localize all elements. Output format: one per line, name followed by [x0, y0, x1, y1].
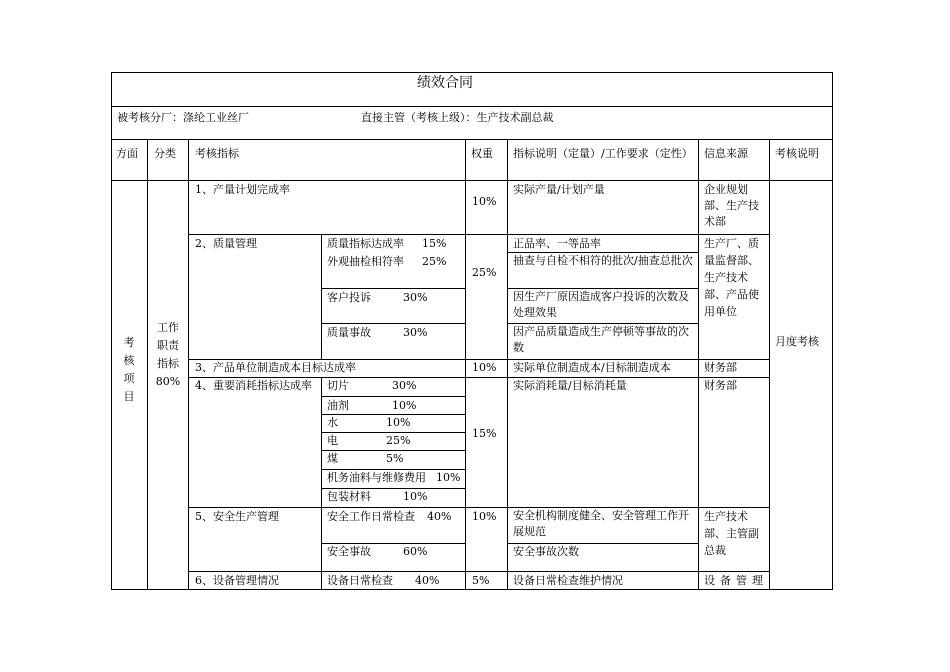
row4-sub4-pct: 25% [386, 434, 411, 447]
row6-sub1-name: 设备日常检查 [327, 574, 393, 587]
row5-sub2-pct: 60% [403, 545, 428, 558]
note-cell [769, 180, 833, 590]
row4-indicator: 4、重要消耗指标达成率 [195, 379, 312, 392]
row4-explain-cell [507, 377, 699, 508]
note-text: 月度考核 [775, 335, 819, 348]
row4-sub5-name: 煤 [327, 452, 338, 465]
row2-sub2-name: 外观抽检相符率 [327, 255, 404, 268]
row3-weight: 10% [472, 361, 497, 374]
row6-indicator: 6、设备管理情况 [195, 574, 279, 587]
row4-indicator-cell [188, 377, 322, 508]
row4-sub7-name: 包装材料 [327, 490, 371, 503]
row2-explain1: 正品率、一等品率 [513, 237, 601, 250]
row4-weight: 15% [472, 427, 497, 440]
row5-explain1: 安全机构制度健全、安全管理工作开展规范 [513, 509, 689, 538]
row4-sub1-pct: 30% [392, 379, 417, 392]
header-category: 分类 [154, 147, 176, 160]
row5-source: 生产技术部、主管副总裁 [704, 510, 759, 557]
row1-source: 企业规划部、生产技术部 [704, 183, 759, 228]
row5-sub1-name: 安全工作日常检查 [327, 510, 415, 523]
row2-weight: 25% [472, 266, 497, 279]
row4-sub5-pct: 5% [386, 452, 404, 465]
row6-sub1-pct: 40% [415, 574, 440, 587]
header-aspect: 方面 [116, 147, 138, 160]
row2-sub3-name: 客户投诉 [327, 291, 371, 304]
row3-indicator: 3、产品单位制造成本目标达成率 [195, 361, 356, 374]
row1-indicator: 1、产量计划完成率 [195, 183, 290, 196]
row2-indicator: 2、质量管理 [195, 237, 257, 250]
row3-source: 财务部 [704, 361, 737, 374]
row4-sub4-name: 电 [327, 434, 338, 447]
row5-sub2-name: 安全事故 [327, 545, 371, 558]
row6-source: 设备管理 [704, 574, 768, 587]
row4-sub3-pct: 10% [386, 416, 411, 429]
row4-sub7-pct: 10% [403, 490, 428, 503]
row2-sub1-name: 质量指标达成率 [327, 237, 404, 250]
row1-weight: 10% [472, 195, 497, 208]
row2-explain4: 因产品质量造成生产停顿等事故的次数 [513, 325, 689, 354]
row4-sub6-pct: 10% [436, 471, 461, 484]
row5-indicator: 5、安全生产管理 [195, 510, 279, 523]
row4-source: 财务部 [704, 379, 737, 392]
row2-weight-cell [465, 234, 508, 360]
row4-sub3-name: 水 [327, 416, 338, 429]
row6-explain: 设备日常检查维护情况 [513, 574, 623, 587]
aspect-text: 考 核 项 目 [123, 336, 135, 403]
row4-weight-cell [465, 377, 508, 508]
row2-sub4-pct: 30% [403, 326, 428, 339]
row2-explain2: 抽查与自检不相符的批次/抽查总批次 [513, 254, 693, 267]
row4-sub2-name: 油剂 [327, 399, 349, 412]
row4-explain: 实际消耗量/目标消耗量 [513, 379, 627, 392]
row2-sub3-pct: 30% [403, 291, 428, 304]
row4-source-cell [698, 377, 770, 508]
row2-sub1-pct: 15% [422, 237, 447, 250]
direct-supervisor: 直接主管（考核上级）：生产技术副总裁 [361, 111, 554, 124]
header-explanation: 指标说明（定量）/工作要求（定性） [513, 147, 693, 160]
row5-sub1-pct: 40% [427, 510, 452, 523]
row4-sub1-name: 切片 [327, 379, 349, 392]
row4-sub2-pct: 10% [392, 399, 417, 412]
row4-sub6-name: 机务油料与维修费用 [327, 471, 426, 484]
row6-weight: 5% [472, 574, 490, 587]
row2-sub4-name: 质量事故 [327, 326, 371, 339]
row2-indicator-cell [188, 234, 322, 360]
row5-weight: 10% [472, 510, 497, 523]
performance-contract-table [111, 72, 833, 590]
document-title: 绩效合同 [417, 75, 473, 91]
row3-explain: 实际单位制造成本/目标制造成本 [513, 361, 671, 374]
row2-source: 生产厂、质量监督部、生产技术部、产品使用单位 [704, 237, 759, 318]
header-source: 信息来源 [704, 147, 748, 160]
category-text: 工作 职责 指标 80% [155, 321, 181, 388]
row5-explain2: 安全事故次数 [513, 545, 579, 558]
header-weight: 权重 [471, 147, 493, 160]
row2-sub2-pct: 25% [422, 255, 447, 268]
header-indicator: 考核指标 [195, 147, 239, 160]
row2-explain3: 因生产厂原因造成客户投诉的次数及处理效果 [513, 290, 689, 319]
row1-explain: 实际产量/计划产量 [513, 183, 605, 196]
assessed-unit: 被考核分厂：涤纶工业丝厂 [117, 111, 249, 124]
header-note: 考核说明 [775, 147, 819, 160]
